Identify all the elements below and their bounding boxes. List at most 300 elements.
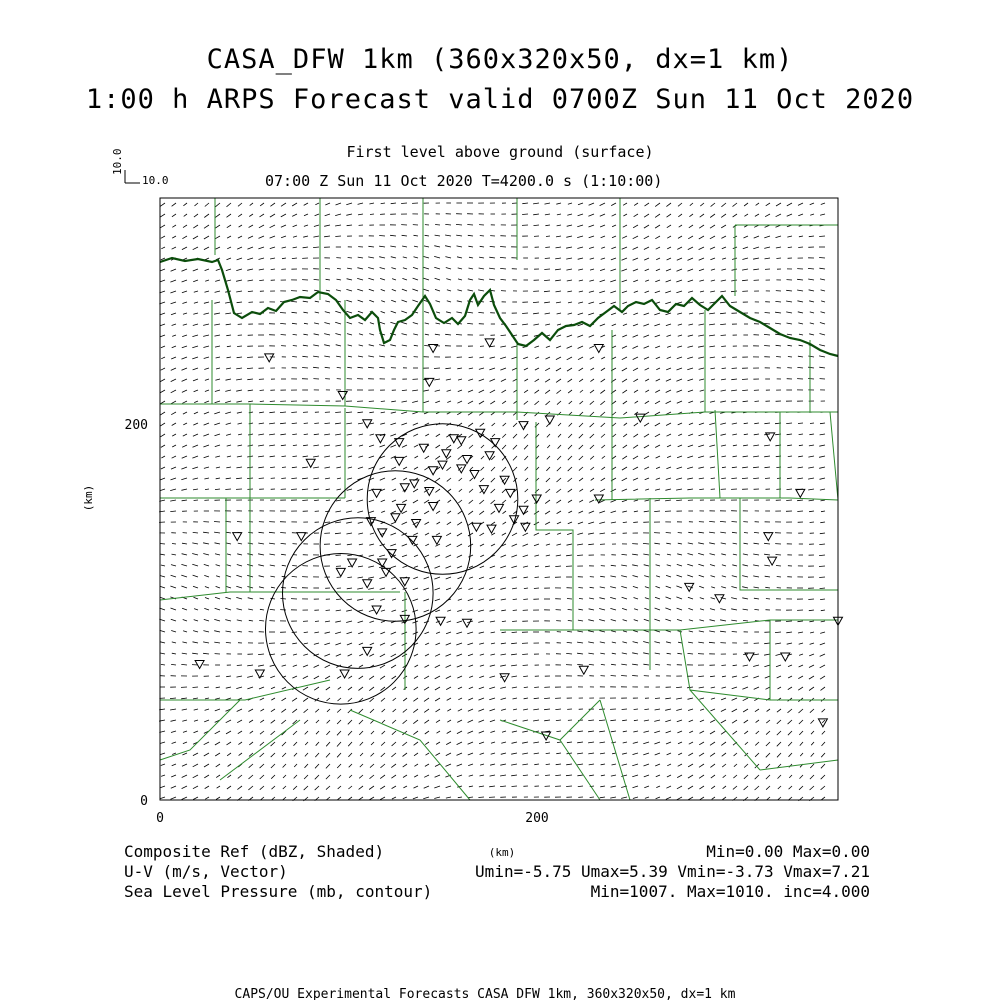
wind-vector <box>698 553 704 555</box>
wind-vector <box>171 720 177 721</box>
wind-vector <box>622 390 627 393</box>
wind-vector <box>568 203 572 204</box>
wind-vector <box>811 753 814 757</box>
wind-vector <box>260 720 264 723</box>
wind-vector <box>800 753 803 756</box>
wind-vector <box>468 588 473 590</box>
wind-vector <box>502 621 506 622</box>
wind-vector <box>599 731 605 732</box>
wind-vector <box>457 257 462 258</box>
wind-vector <box>182 269 188 271</box>
wind-vector <box>720 620 726 621</box>
wind-vector <box>238 543 242 544</box>
wind-vector <box>776 203 781 206</box>
wind-vector <box>313 367 319 368</box>
wind-vector <box>193 236 198 239</box>
wind-vector <box>754 423 759 424</box>
wind-vector <box>819 356 825 357</box>
wind-vector <box>601 467 605 470</box>
legend-slp: Sea Level Pressure (mb, contour) <box>124 882 433 901</box>
wind-vector <box>381 311 385 313</box>
wind-vector <box>611 620 616 622</box>
wind-vector <box>216 586 220 588</box>
wind-vector <box>611 489 616 492</box>
wind-vector <box>259 620 264 621</box>
wind-vector <box>238 236 242 238</box>
wind-vector <box>468 643 474 645</box>
wind-vector <box>413 334 418 335</box>
wind-vector <box>511 665 517 666</box>
wind-vector <box>391 467 396 469</box>
wind-vector <box>349 764 352 767</box>
wind-vector <box>524 577 529 578</box>
wind-vector <box>249 775 254 779</box>
wind-vector <box>413 533 418 535</box>
wind-vector <box>788 687 792 690</box>
wind-vector <box>600 489 605 492</box>
wind-vector <box>633 467 638 470</box>
wind-vector <box>688 764 693 767</box>
wind-vector <box>545 214 550 215</box>
wind-vector <box>446 797 451 798</box>
wind-vector <box>599 609 605 611</box>
wind-vector <box>293 334 297 335</box>
wind-vector <box>347 367 352 368</box>
wind-vector <box>578 731 583 732</box>
wind-vector <box>787 203 792 206</box>
wind-vector <box>192 335 198 337</box>
wind-vector <box>655 390 660 393</box>
wind-vector <box>390 345 396 346</box>
wind-vector <box>556 247 562 248</box>
wind-vector <box>468 654 473 656</box>
wind-vector <box>711 269 715 270</box>
wind-vector <box>182 797 187 800</box>
wind-vector <box>709 532 715 533</box>
wind-vector <box>546 401 551 405</box>
wind-vector <box>414 742 418 745</box>
station-marker <box>391 514 400 522</box>
wind-vector <box>810 423 814 424</box>
wind-vector <box>204 302 209 303</box>
wind-vector <box>788 720 792 724</box>
wind-vector <box>535 368 539 370</box>
wind-vector <box>403 268 407 269</box>
wind-vector <box>250 731 253 733</box>
wind-vector <box>764 643 770 644</box>
wind-vector <box>700 291 704 292</box>
wind-vector <box>271 687 275 689</box>
wind-vector <box>392 687 396 690</box>
wind-vector <box>513 698 518 699</box>
wind-vector <box>611 742 616 743</box>
wind-vector <box>743 554 748 555</box>
wind-vector <box>171 313 176 315</box>
wind-vector <box>555 566 561 567</box>
wind-vector <box>182 554 187 555</box>
wind-vector <box>710 554 716 555</box>
wind-vector <box>655 554 660 555</box>
wind-vector <box>722 357 726 358</box>
wind-vector <box>798 312 803 313</box>
wind-vector <box>415 456 419 458</box>
wind-vector <box>799 643 803 644</box>
wind-vector <box>446 742 451 745</box>
station-marker <box>818 719 827 727</box>
wind-vector <box>623 401 627 404</box>
wind-vector <box>358 522 363 523</box>
wind-vector <box>171 619 176 621</box>
wind-vector <box>457 246 463 247</box>
wind-vector <box>776 258 781 259</box>
wind-vector <box>622 511 627 512</box>
wind-vector <box>577 764 583 765</box>
wind-vector <box>413 489 418 492</box>
wind-vector <box>281 543 286 544</box>
wind-vector <box>577 533 583 535</box>
wind-vector <box>654 642 660 643</box>
wind-vector <box>401 322 407 324</box>
wind-vector <box>259 412 264 413</box>
wind-vector <box>556 489 561 493</box>
wind-vector <box>667 357 671 359</box>
wind-vector <box>489 257 495 258</box>
wind-vector <box>258 247 264 249</box>
wind-vector <box>468 390 473 392</box>
wind-vector <box>776 665 781 667</box>
wind-vector <box>579 467 583 471</box>
wind-vector <box>514 401 518 404</box>
wind-vector <box>799 665 803 667</box>
wind-vector <box>413 599 419 601</box>
wind-vector <box>335 533 341 534</box>
wind-vector <box>799 720 803 724</box>
wind-vector <box>766 720 770 723</box>
wind-vector <box>589 291 594 292</box>
wind-vector <box>590 379 594 382</box>
wind-vector <box>720 631 726 632</box>
wind-vector <box>391 643 396 646</box>
wind-vector <box>161 554 165 555</box>
wind-vector <box>214 302 220 303</box>
wind-vector <box>634 609 638 610</box>
wind-vector <box>666 543 671 544</box>
wind-vector <box>687 564 693 566</box>
wind-vector <box>478 610 484 612</box>
wind-vector <box>380 588 385 589</box>
wind-vector <box>600 225 605 227</box>
wind-vector <box>754 434 759 435</box>
wind-vector <box>193 586 198 588</box>
wind-vector <box>346 621 352 623</box>
wind-vector <box>710 357 715 358</box>
wind-vector <box>403 775 407 778</box>
wind-vector <box>248 247 254 249</box>
wind-vector <box>425 334 429 335</box>
wind-vector <box>699 225 704 228</box>
wind-vector <box>709 521 715 522</box>
wind-vector <box>756 203 759 205</box>
y-axis-label: (km) <box>82 484 95 512</box>
wind-vector <box>436 643 441 645</box>
wind-vector <box>415 665 419 667</box>
wind-vector <box>602 456 605 459</box>
wind-vector <box>369 500 374 502</box>
wind-vector <box>445 368 451 369</box>
wind-vector <box>259 423 264 424</box>
wind-vector <box>468 379 473 381</box>
station-marker <box>768 557 777 565</box>
wind-vector <box>192 564 198 566</box>
wind-vector <box>644 731 650 732</box>
wind-vector <box>324 445 330 446</box>
wind-vector <box>250 203 253 206</box>
wind-vector <box>655 291 660 293</box>
wind-vector <box>698 445 704 447</box>
wind-vector <box>534 544 539 546</box>
wind-vector <box>236 575 242 577</box>
wind-vector <box>523 599 528 600</box>
wind-vector <box>722 456 727 457</box>
wind-vector <box>535 390 540 393</box>
wind-vector <box>402 401 408 402</box>
wind-vector <box>336 456 341 457</box>
wind-vector <box>424 687 429 690</box>
wind-vector <box>426 753 430 755</box>
station-marker <box>412 520 421 528</box>
wind-vector <box>656 786 660 788</box>
wind-vector <box>447 522 451 525</box>
wind-vector <box>457 368 462 369</box>
wind-vector <box>546 478 550 482</box>
wind-vector <box>500 268 506 269</box>
wind-vector <box>304 214 308 216</box>
station-marker <box>485 339 494 347</box>
wind-vector <box>797 367 803 368</box>
wind-vector <box>468 742 473 744</box>
wind-vector <box>753 467 759 468</box>
wind-vector <box>294 753 297 756</box>
wind-vector <box>633 456 638 459</box>
wind-vector <box>546 544 550 545</box>
wind-vector <box>778 786 781 789</box>
wind-vector <box>501 555 506 557</box>
wind-vector <box>732 423 737 424</box>
wind-vector <box>335 643 341 645</box>
wind-vector <box>358 423 363 424</box>
wind-vector <box>335 522 341 523</box>
wind-vector <box>337 775 341 779</box>
wind-vector <box>225 620 231 621</box>
wind-vector <box>667 214 672 217</box>
wind-vector <box>227 247 231 249</box>
wind-vector <box>731 587 737 589</box>
wind-vector <box>303 247 308 248</box>
wind-vector <box>293 456 298 457</box>
wind-vector <box>511 324 517 325</box>
wind-vector <box>501 709 506 710</box>
wind-vector <box>491 643 495 644</box>
wind-vector <box>633 586 638 588</box>
wind-vector <box>446 665 451 668</box>
wind-vector <box>260 609 264 610</box>
wind-vector <box>458 279 462 280</box>
wind-vector <box>753 676 759 678</box>
wind-vector <box>479 687 484 689</box>
wind-vector <box>522 764 528 765</box>
wind-vector <box>699 434 705 436</box>
radar-range-ring <box>320 471 471 622</box>
wind-vector <box>183 742 187 744</box>
wind-vector <box>533 709 539 710</box>
wind-vector <box>545 500 550 504</box>
wind-vector <box>227 786 231 789</box>
wind-vector <box>193 269 198 271</box>
wind-vector <box>457 290 462 291</box>
wind-vector <box>215 291 220 292</box>
wind-vector <box>402 445 407 447</box>
wind-vector <box>324 654 330 656</box>
wind-vector <box>392 731 396 735</box>
wind-vector <box>226 368 231 369</box>
wind-vector <box>446 379 451 380</box>
wind-vector <box>237 554 242 555</box>
wind-vector <box>820 489 825 490</box>
wind-vector <box>742 478 748 479</box>
wind-vector <box>588 620 594 621</box>
wind-vector <box>391 257 396 258</box>
wind-vector <box>336 610 341 611</box>
wind-vector <box>172 203 176 206</box>
wind-vector <box>337 367 341 368</box>
wind-vector <box>633 324 638 326</box>
wind-vector <box>491 511 495 514</box>
wind-vector <box>391 300 396 302</box>
wind-vector <box>733 456 738 457</box>
wind-vector <box>721 731 726 734</box>
wind-vector <box>622 720 627 721</box>
wind-vector <box>732 467 737 468</box>
wind-vector <box>313 247 319 248</box>
wind-vector <box>182 709 187 710</box>
wind-vector <box>456 235 462 236</box>
wind-vector <box>161 664 165 665</box>
wind-vector <box>512 786 518 787</box>
wind-vector <box>810 709 814 713</box>
wind-vector <box>413 588 418 590</box>
wind-vector <box>766 775 770 779</box>
wind-vector <box>402 235 407 236</box>
wind-vector <box>645 401 649 404</box>
wind-vector <box>645 291 649 293</box>
wind-vector <box>161 247 165 249</box>
wind-vector <box>423 390 429 391</box>
wind-vector <box>688 390 693 392</box>
wind-vector <box>667 775 671 777</box>
wind-vector <box>205 379 209 380</box>
vector-key-horizontal-label: 10.0 <box>142 174 169 187</box>
wind-vector <box>820 533 825 534</box>
wind-vector <box>600 642 605 643</box>
wind-vector <box>161 236 165 238</box>
wind-vector <box>403 257 407 258</box>
wind-vector <box>381 610 385 611</box>
wind-vector <box>448 500 451 503</box>
wind-vector <box>666 797 671 799</box>
wind-vector <box>172 225 176 227</box>
station-marker <box>463 619 472 627</box>
wind-vector <box>545 742 550 743</box>
wind-vector <box>282 687 286 689</box>
wind-vector <box>304 709 308 713</box>
wind-vector <box>589 511 594 513</box>
wind-vector <box>821 764 825 768</box>
wind-vector <box>787 643 792 644</box>
wind-vector <box>721 742 726 745</box>
wind-vector <box>491 632 495 633</box>
wind-vector <box>305 753 308 756</box>
wind-vector <box>633 489 638 491</box>
wind-vector <box>478 797 484 798</box>
wind-vector <box>643 630 649 632</box>
county-line <box>160 700 240 760</box>
wind-vector <box>183 412 187 414</box>
wind-vector <box>588 653 594 654</box>
county-line <box>595 498 838 500</box>
wind-vector <box>656 247 660 249</box>
wind-vector <box>667 554 671 555</box>
wind-vector <box>436 753 441 756</box>
wind-vector <box>314 665 319 668</box>
wind-vector <box>722 258 726 259</box>
station-marker <box>336 568 345 576</box>
wind-vector <box>753 576 759 577</box>
state-border-red-river <box>160 258 838 356</box>
wind-vector <box>237 786 242 790</box>
wind-vector <box>722 676 726 677</box>
wind-vector <box>512 368 517 370</box>
wind-vector <box>457 753 463 755</box>
wind-vector <box>160 576 165 577</box>
wind-vector <box>634 390 638 393</box>
wind-vector <box>227 775 231 778</box>
wind-vector <box>215 731 220 734</box>
wind-vector <box>348 753 352 757</box>
station-marker <box>363 647 372 655</box>
wind-vector <box>633 247 638 250</box>
wind-vector <box>711 280 715 281</box>
wind-vector <box>368 268 374 270</box>
wind-vector <box>522 203 528 204</box>
wind-vector <box>258 665 264 666</box>
wind-vector <box>192 543 198 544</box>
wind-vector <box>193 698 198 699</box>
wind-vector <box>600 786 605 787</box>
wind-vector <box>214 642 220 643</box>
wind-vector <box>577 225 583 227</box>
wind-vector <box>755 786 759 790</box>
wind-vector <box>799 731 803 735</box>
wind-vector <box>764 543 770 544</box>
wind-vector <box>393 698 396 701</box>
wind-vector <box>767 709 770 712</box>
wind-vector <box>402 632 408 634</box>
vector-key-vertical-label: 10.0 <box>111 148 124 175</box>
wind-vector <box>634 500 638 501</box>
wind-vector <box>687 575 693 577</box>
wind-vector <box>590 489 594 492</box>
wind-vector <box>511 676 517 677</box>
